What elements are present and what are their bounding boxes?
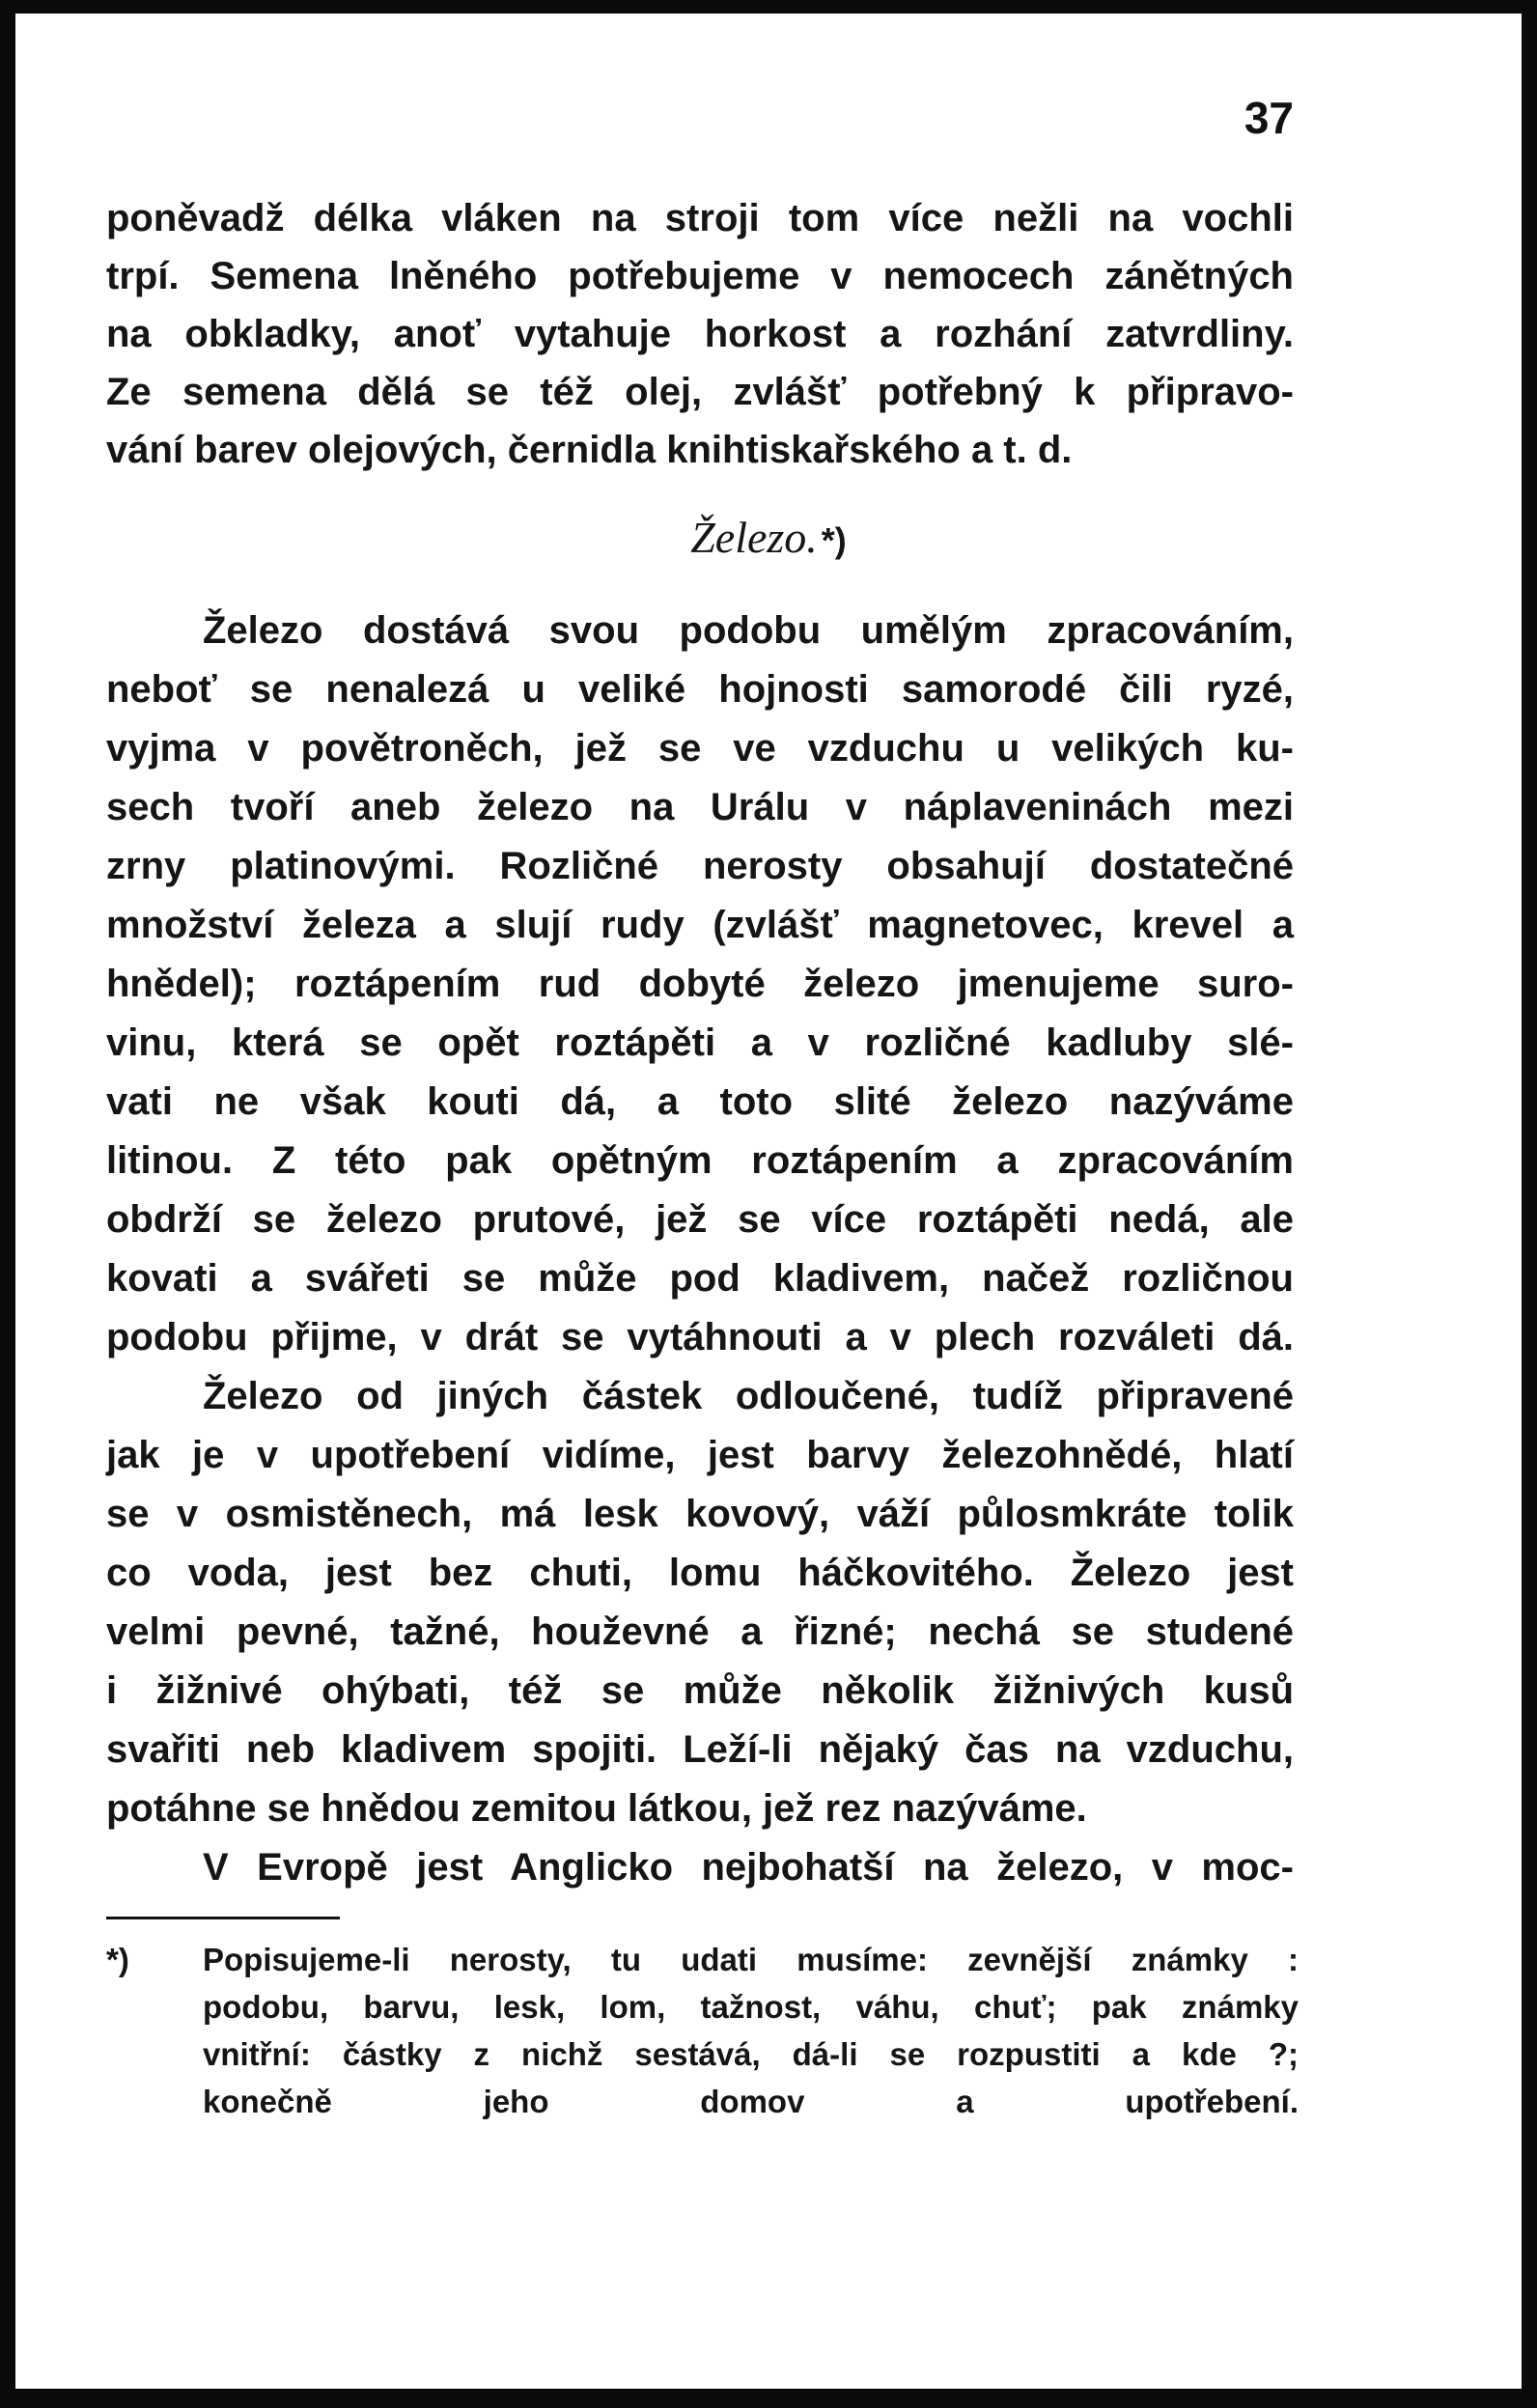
text-line: co voda, jest bez chuti, lomu háčkovitého. Železo jest <box>106 1552 1294 1594</box>
text-line: i žižnivé ohýbati, též se může několik žižnivých kusů <box>106 1669 1294 1712</box>
text-line: se v osmistěnech, má lesk kovový, váží půlosmkráte tolik <box>106 1493 1294 1535</box>
text-line: sech tvoří aneb železo na Urálu v náplaveninách mezi <box>106 786 1294 828</box>
text-line: množství železa a slují rudy (zvlášť magnetovec, krevel a <box>106 904 1294 946</box>
scan-border-right <box>1522 0 1537 2408</box>
paragraph-continuation <box>106 189 1294 479</box>
section-heading <box>0 512 1537 563</box>
text-line: poněvadž délka vláken na stroji tom více nežli na vochli <box>106 197 1294 239</box>
text-line: V Evropě jest Anglicko nejbohatší na železo, v moc- <box>203 1846 1294 1889</box>
footnote-line: podobu, barvu, lesk, lom, tažnost, váhu, chuť; pak známky <box>203 1989 1299 2025</box>
text-line: hnědel); roztápením rud dobyté železo jmenujeme suro- <box>106 963 1294 1005</box>
text-line: trpí. Semena lněného potřebujeme v nemocech zánětných <box>106 255 1294 297</box>
text-line: velmi pevné, tažné, houževné a řizné; nechá se studené <box>106 1610 1294 1653</box>
text-line: Železo od jiných částek odloučené, tudíž připravené <box>203 1375 1294 1417</box>
text-line: neboť se nenalezá u veliké hojnosti samorodé čili ryzé, <box>106 668 1294 711</box>
text-line: svařiti neb kladivem spojiti. Leží-li nějaký čas na vzduchu, <box>106 1728 1294 1771</box>
text-line: potáhne se hnědou zemitou látkou, jež rez nazýváme. <box>106 1787 1087 1830</box>
scan-border-top <box>0 0 1537 14</box>
footnote-reference: *) <box>821 520 847 560</box>
footnote-text: Popisujeme-li nerosty, tu udati musíme: zevnější známky : <box>203 1942 1299 1977</box>
text-line: podobu přijme, v drát se vytáhnouti a v plech rozváleti dá. <box>106 1316 1294 1358</box>
text-line: na obkladky, anoť vytahuje horkost a rozhání zatvrdliny. <box>106 313 1294 355</box>
text-line: Železo dostává svou podobu umělým zpracováním, <box>203 609 1294 652</box>
page-number: 37 <box>1244 93 1294 143</box>
text-line: jak je v upotřebení vidíme, jest barvy železohnědé, hlatí <box>106 1434 1294 1476</box>
section-title: Železo. <box>690 513 818 562</box>
footnote-line: konečně jeho domov a upotřebení. <box>203 2084 1299 2119</box>
footnote-line: vnitřní: částky z nichž sestává, dá-li se rozpustiti a kde ?; <box>203 2036 1299 2072</box>
text-line: vati ne však kouti dá, a toto slité železo nazýváme <box>106 1080 1294 1123</box>
scan-border-left <box>0 0 15 2408</box>
text-line: vyjma v povětroněch, jež se ve vzduchu u velikých ku- <box>106 727 1294 770</box>
scan-border-bottom <box>0 2389 1537 2408</box>
text-line: litinou. Z této pak opětným roztápením a zpracováním <box>106 1139 1294 1182</box>
text-line: vinu, která se opět roztápěti a v rozličné kadluby slé- <box>106 1022 1294 1064</box>
text-line: obdrží se železo prutové, jež se více roztápěti nedá, ale <box>106 1198 1294 1241</box>
footnote <box>106 1936 1299 2125</box>
text-line: Ze semena dělá se též olej, zvlášť potřebný k připravo- <box>106 371 1294 413</box>
text-line: zrny platinovými. Rozličné nerosty obsahují dostatečné <box>106 845 1294 887</box>
paragraph-iron-origin <box>106 602 1294 1897</box>
text-line: vání barev olejových, černidla knihtiskařského a t. d. <box>106 429 1073 471</box>
footnote-line <box>106 1936 1299 1983</box>
footnote-marker: *) <box>106 1942 129 1977</box>
footnote-divider <box>106 1917 340 1919</box>
text-line: kovati a svářeti se může pod kladivem, načež rozličnou <box>106 1257 1294 1300</box>
